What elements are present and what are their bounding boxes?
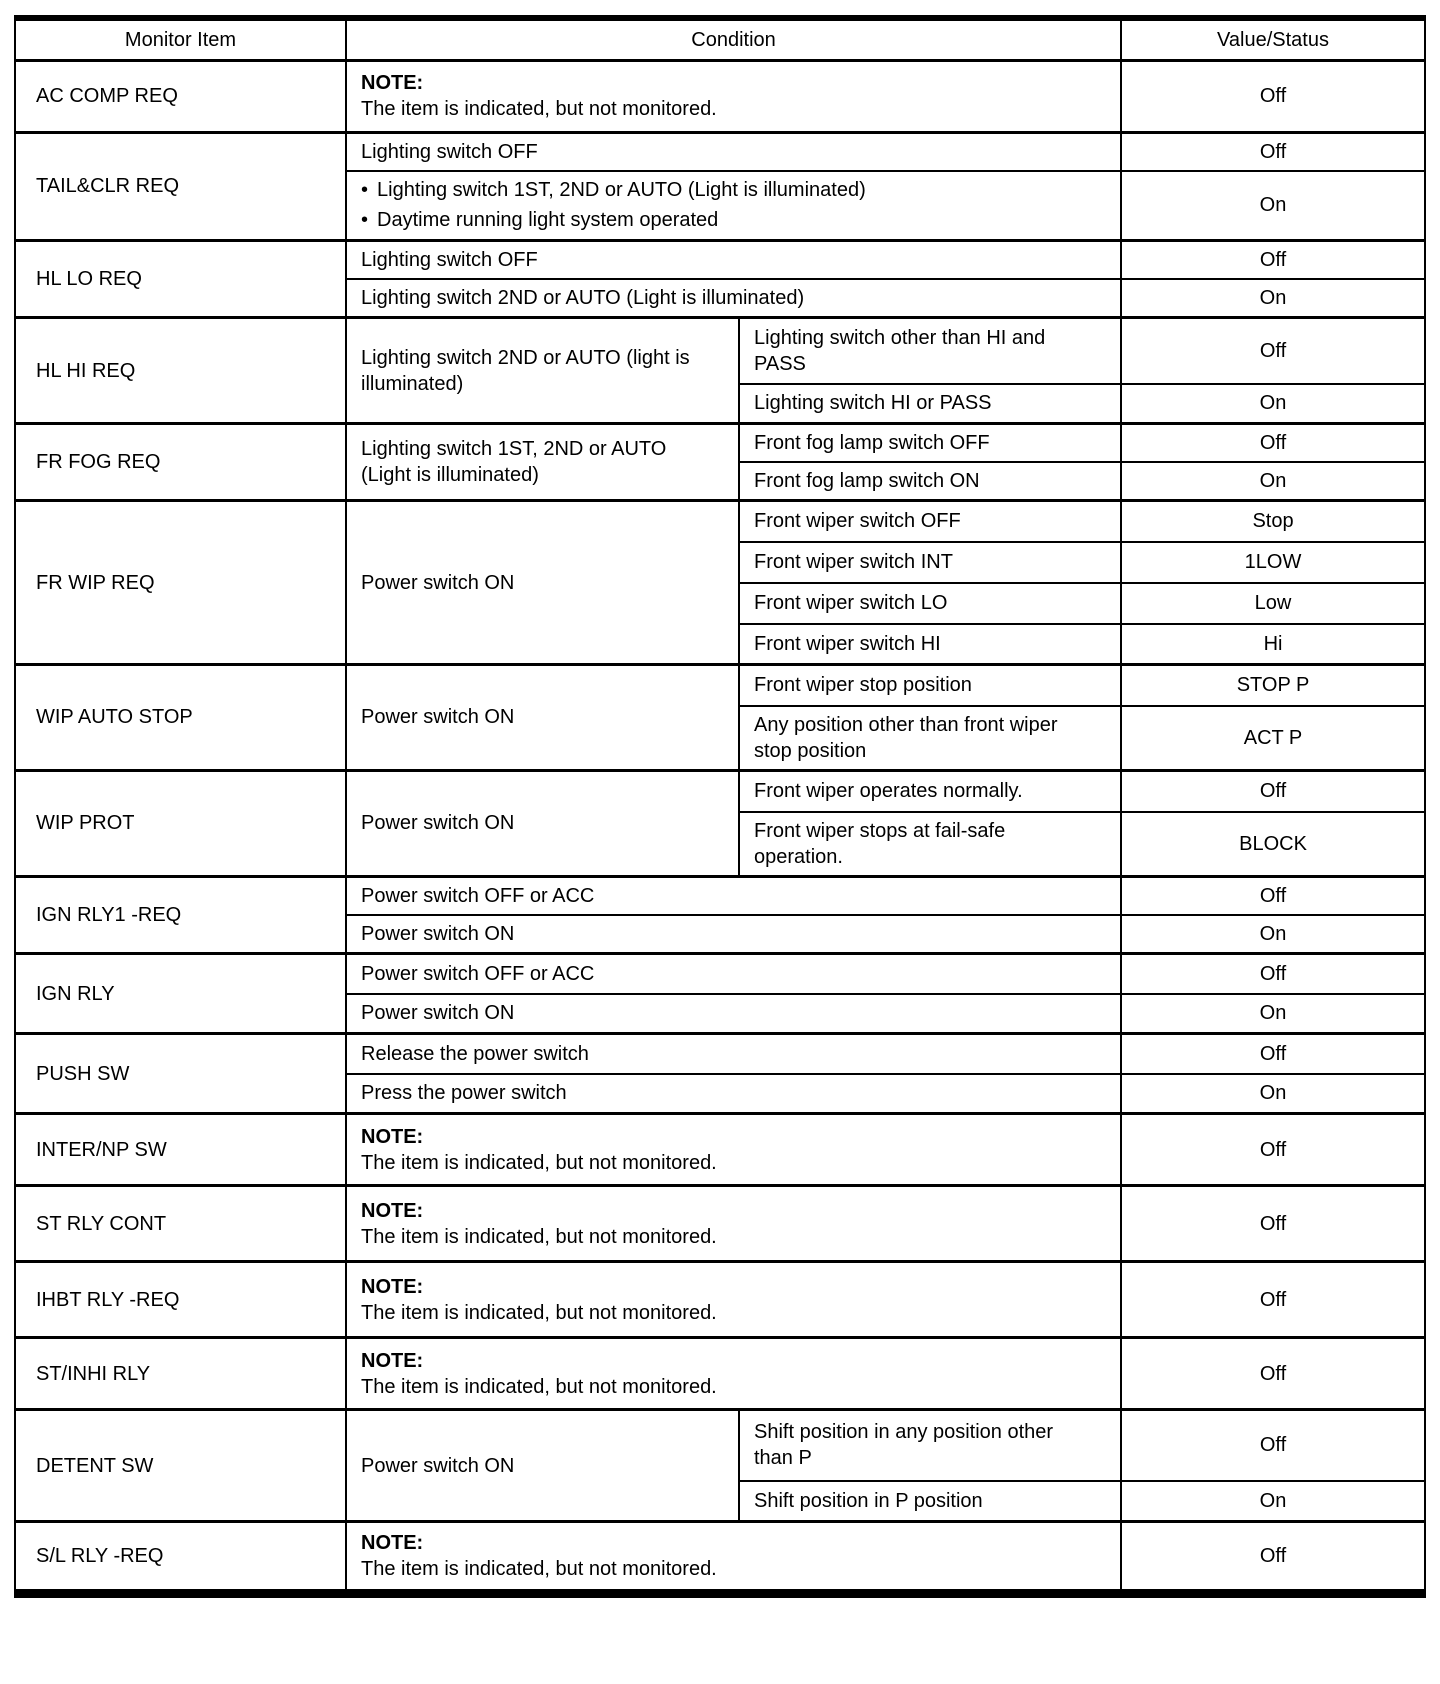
monitor-item-cell: PUSH SW [15, 1034, 346, 1114]
row-st-inhi-rly [15, 1338, 1425, 1410]
bullet-text: Lighting switch 1ST, 2ND or AUTO (Light is illuminated) [377, 179, 866, 202]
note-title: NOTE: [361, 72, 424, 94]
row-sl-rly-req [15, 1522, 1425, 1594]
value-cell: Low [1121, 583, 1425, 624]
monitor-item-cell: AC COMP REQ [15, 60, 346, 132]
value-cell: On [1121, 994, 1425, 1034]
note-title: NOTE: [361, 1125, 424, 1148]
value-cell: Off [1121, 1338, 1425, 1410]
condition-cell: Lighting switch OFF [346, 132, 1121, 171]
value-cell: On [1121, 171, 1425, 241]
shared-condition-cell: Power switch ON [346, 501, 739, 665]
row-st-rly-cont [15, 1186, 1425, 1262]
row-detent-sw [15, 1410, 1425, 1481]
sub-condition-cell: Front wiper stop position [739, 665, 1121, 706]
condition-bullet-item [361, 207, 1106, 233]
value-cell: Off [1121, 132, 1425, 171]
condition-cell: Release the power switch [346, 1034, 1121, 1074]
sub-condition-cell: Front wiper stops at fail-safe operation. [739, 812, 1121, 877]
value-cell: On [1121, 462, 1425, 501]
header-condition: Condition [346, 18, 1121, 60]
monitor-table [14, 15, 1426, 1598]
row-wip-prot [15, 770, 1425, 812]
row-tail-clr-req [15, 132, 1425, 171]
sub-condition-cell: Front fog lamp switch ON [739, 462, 1121, 501]
row-ign-rly [15, 954, 1425, 994]
value-cell: Stop [1121, 501, 1425, 542]
note-text: The item is indicated, but not monitored. [361, 1558, 717, 1580]
sub-condition-cell: Lighting switch HI or PASS [739, 384, 1121, 424]
shared-condition-cell: Lighting switch 1ST, 2ND or AUTO (Light is illuminated) [346, 424, 739, 501]
shared-condition-cell: Lighting switch 2ND or AUTO (light is illuminated) [346, 318, 739, 424]
monitor-item-cell: FR WIP REQ [15, 501, 346, 665]
row-fr-fog-req [15, 424, 1425, 463]
sub-condition-cell: Front wiper operates normally. [739, 770, 1121, 812]
note-title: NOTE: [361, 1199, 424, 1222]
monitor-item-cell: IHBT RLY -REQ [15, 1262, 346, 1338]
monitor-item-cell: TAIL&CLR REQ [15, 132, 346, 241]
value-cell: On [1121, 279, 1425, 318]
row-ac-comp-req [15, 60, 1425, 132]
sub-condition-cell: Front fog lamp switch OFF [739, 424, 1121, 463]
value-cell: Off [1121, 318, 1425, 384]
value-cell: Off [1121, 1522, 1425, 1594]
condition-note-cell [346, 60, 1121, 132]
sub-condition-cell: Shift position in P position [739, 1481, 1121, 1522]
value-cell: Hi [1121, 624, 1425, 665]
value-cell: Off [1121, 60, 1425, 132]
value-cell: Off [1121, 1114, 1425, 1186]
condition-cell: Lighting switch OFF [346, 241, 1121, 280]
row-hl-lo-req [15, 241, 1425, 280]
value-cell: On [1121, 915, 1425, 954]
note-text: The item is indicated, but not monitored. [361, 98, 717, 120]
condition-cell: Power switch OFF or ACC [346, 954, 1121, 994]
condition-note-cell [346, 1522, 1121, 1594]
monitor-item-cell: ST RLY CONT [15, 1186, 346, 1262]
row-push-sw [15, 1034, 1425, 1074]
monitor-item-cell: IGN RLY [15, 954, 346, 1034]
condition-note-cell [346, 1262, 1121, 1338]
value-cell: On [1121, 384, 1425, 424]
row-inter-np-sw [15, 1114, 1425, 1186]
condition-cell: Power switch ON [346, 994, 1121, 1034]
sub-condition-cell: Front wiper switch LO [739, 583, 1121, 624]
value-cell: Off [1121, 1262, 1425, 1338]
monitor-item-cell: ST/INHI RLY [15, 1338, 346, 1410]
condition-cell: Press the power switch [346, 1074, 1121, 1114]
bullet-marker: • [361, 209, 369, 232]
bullet-marker: • [361, 179, 369, 202]
sub-condition-cell: Shift position in any position other than P [739, 1410, 1121, 1481]
note-text: The item is indicated, but not monitored. [361, 1225, 717, 1248]
row-ign-rly1-req [15, 877, 1425, 916]
condition-cell: Power switch ON [346, 915, 1121, 954]
monitor-item-cell: HL HI REQ [15, 318, 346, 424]
value-cell: Off [1121, 1034, 1425, 1074]
header-monitor-item: Monitor Item [15, 18, 346, 60]
sub-condition-cell: Front wiper switch INT [739, 542, 1121, 583]
bullet-text: Daytime running light system operated [377, 209, 719, 232]
condition-cell: Power switch OFF or ACC [346, 877, 1121, 916]
sub-condition-cell: Lighting switch other than HI and PASS [739, 318, 1121, 384]
condition-note-cell [346, 1338, 1121, 1410]
value-cell: Off [1121, 877, 1425, 916]
monitor-item-cell: S/L RLY -REQ [15, 1522, 346, 1594]
monitor-item-cell: DETENT SW [15, 1410, 346, 1522]
shared-condition-cell: Power switch ON [346, 665, 739, 771]
note-text: The item is indicated, but not monitored. [361, 1151, 717, 1174]
header-row [15, 18, 1425, 60]
value-cell: 1LOW [1121, 542, 1425, 583]
note-title: NOTE: [361, 1275, 424, 1298]
row-ihbt-rly-req [15, 1262, 1425, 1338]
condition-cell: Lighting switch 2ND or AUTO (Light is illuminated) [346, 279, 1121, 318]
value-cell: STOP P [1121, 665, 1425, 706]
row-hl-hi-req [15, 318, 1425, 384]
shared-condition-cell: Power switch ON [346, 1410, 739, 1522]
monitor-item-cell: FR FOG REQ [15, 424, 346, 501]
row-fr-wip-req [15, 501, 1425, 542]
sub-condition-cell: Front wiper switch OFF [739, 501, 1121, 542]
value-cell: Off [1121, 1410, 1425, 1481]
value-cell: Off [1121, 424, 1425, 463]
monitor-item-cell: WIP PROT [15, 770, 346, 877]
monitor-item-cell: HL LO REQ [15, 241, 346, 318]
sub-condition-cell: Any position other than front wiper stop position [739, 706, 1121, 771]
value-cell: On [1121, 1074, 1425, 1114]
condition-note-cell [346, 1186, 1121, 1262]
row-wip-auto-stop [15, 665, 1425, 706]
monitor-item-cell: INTER/NP SW [15, 1114, 346, 1186]
condition-note-cell [346, 1114, 1121, 1186]
monitor-item-cell: WIP AUTO STOP [15, 665, 346, 771]
note-text: The item is indicated, but not monitored. [361, 1375, 717, 1398]
note-text: The item is indicated, but not monitored. [361, 1301, 717, 1324]
value-cell: Off [1121, 1186, 1425, 1262]
value-cell: On [1121, 1481, 1425, 1522]
note-title: NOTE: [361, 1349, 424, 1372]
condition-bullet-item [361, 177, 1106, 203]
value-cell: Off [1121, 241, 1425, 280]
note-title: NOTE: [361, 1532, 424, 1554]
value-cell: ACT P [1121, 706, 1425, 771]
header-value-status: Value/Status [1121, 18, 1425, 60]
value-cell: Off [1121, 770, 1425, 812]
condition-cell [346, 171, 1121, 241]
shared-condition-cell: Power switch ON [346, 770, 739, 877]
sub-condition-cell: Front wiper switch HI [739, 624, 1121, 665]
value-cell: BLOCK [1121, 812, 1425, 877]
value-cell: Off [1121, 954, 1425, 994]
monitor-item-cell: IGN RLY1 -REQ [15, 877, 346, 954]
